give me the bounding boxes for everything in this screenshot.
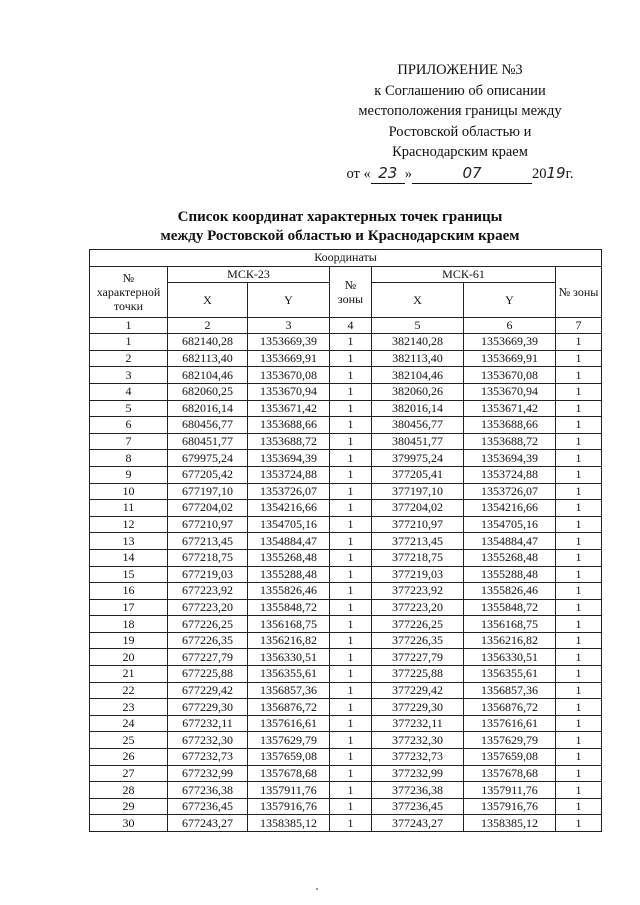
msk61-y-cell: 1357659,08 bbox=[464, 749, 556, 766]
msk61-x-cell: 377232,73 bbox=[372, 749, 464, 766]
msk23-y-cell: 1357629,79 bbox=[248, 732, 330, 749]
msk61-zone-cell: 1 bbox=[556, 798, 602, 815]
msk61-x-cell: 377232,11 bbox=[372, 715, 464, 732]
point-number-cell: 14 bbox=[90, 549, 168, 566]
msk23-zone-cell: 1 bbox=[330, 566, 372, 583]
point-number-cell: 24 bbox=[90, 715, 168, 732]
header-zone-no: № зоны bbox=[330, 266, 372, 318]
table-row bbox=[90, 599, 602, 616]
msk61-y-cell: 1356330,51 bbox=[464, 649, 556, 666]
point-number-cell: 20 bbox=[90, 649, 168, 666]
table-row bbox=[90, 583, 602, 600]
msk23-zone-cell: 1 bbox=[330, 599, 372, 616]
msk23-x-cell: 677232,30 bbox=[168, 732, 248, 749]
msk23-y-cell: 1353688,72 bbox=[248, 433, 330, 450]
table-row bbox=[90, 666, 602, 683]
msk61-x-cell: 377227,79 bbox=[372, 649, 464, 666]
msk23-y-cell: 1353669,91 bbox=[248, 350, 330, 367]
msk23-zone-cell: 1 bbox=[330, 749, 372, 766]
point-number-cell: 27 bbox=[90, 765, 168, 782]
table-header-row-1 bbox=[90, 250, 602, 267]
msk23-y-cell: 1353688,66 bbox=[248, 417, 330, 434]
msk61-y-cell: 1357629,79 bbox=[464, 732, 556, 749]
msk61-x-cell: 377219,03 bbox=[372, 566, 464, 583]
point-number-cell: 4 bbox=[90, 383, 168, 400]
title-line-1: Список координат характерных точек границы bbox=[177, 209, 503, 225]
msk23-x-cell: 677227,79 bbox=[168, 649, 248, 666]
date-mid: » bbox=[404, 165, 412, 182]
col-number: 5 bbox=[372, 318, 464, 334]
date-day: 23 bbox=[371, 163, 405, 185]
msk23-y-cell: 1356168,75 bbox=[248, 616, 330, 633]
msk23-x-cell: 679975,24 bbox=[168, 450, 248, 467]
table-row bbox=[90, 400, 602, 417]
msk23-zone-cell: 1 bbox=[330, 417, 372, 434]
msk23-zone-cell: 1 bbox=[330, 383, 372, 400]
msk23-x-cell: 677236,45 bbox=[168, 798, 248, 815]
msk61-y-cell: 1358385,12 bbox=[464, 815, 556, 832]
msk23-zone-cell: 1 bbox=[330, 782, 372, 799]
point-number-cell: 2 bbox=[90, 350, 168, 367]
date-year-prefix: 20 bbox=[532, 165, 547, 182]
table-row bbox=[90, 549, 602, 566]
point-number-cell: 7 bbox=[90, 433, 168, 450]
msk23-x-cell: 677210,97 bbox=[168, 516, 248, 533]
table-row bbox=[90, 765, 602, 782]
msk23-y-cell: 1356330,51 bbox=[248, 649, 330, 666]
table-row bbox=[90, 350, 602, 367]
point-number-cell: 16 bbox=[90, 583, 168, 600]
point-number-cell: 17 bbox=[90, 599, 168, 616]
msk23-zone-cell: 1 bbox=[330, 649, 372, 666]
msk61-x-cell: 380451,77 bbox=[372, 433, 464, 450]
table-row bbox=[90, 749, 602, 766]
msk23-x-cell: 677213,45 bbox=[168, 533, 248, 550]
msk23-x-cell: 682113,40 bbox=[168, 350, 248, 367]
msk23-zone-cell: 1 bbox=[330, 632, 372, 649]
msk23-x-cell: 677229,42 bbox=[168, 682, 248, 699]
msk61-zone-cell: 1 bbox=[556, 583, 602, 600]
header-coordinates: Координаты bbox=[90, 250, 602, 267]
msk61-y-cell: 1355848,72 bbox=[464, 599, 556, 616]
msk61-zone-cell: 1 bbox=[556, 383, 602, 400]
scan-speck bbox=[316, 888, 318, 890]
msk23-y-cell: 1353724,88 bbox=[248, 466, 330, 483]
msk61-zone-cell: 1 bbox=[556, 682, 602, 699]
msk23-zone-cell: 1 bbox=[330, 500, 372, 517]
msk23-x-cell: 677226,35 bbox=[168, 632, 248, 649]
coordinates-table bbox=[89, 249, 602, 832]
msk61-x-cell: 377197,10 bbox=[372, 483, 464, 500]
table-row bbox=[90, 632, 602, 649]
table-row bbox=[90, 417, 602, 434]
msk61-zone-cell: 1 bbox=[556, 815, 602, 832]
msk23-zone-cell: 1 bbox=[330, 400, 372, 417]
msk23-y-cell: 1357659,08 bbox=[248, 749, 330, 766]
msk23-y-cell: 1356857,36 bbox=[248, 682, 330, 699]
appendix-title: ПРИЛОЖЕНИЕ №3 bbox=[397, 62, 523, 78]
msk61-y-cell: 1354884,47 bbox=[464, 533, 556, 550]
point-number-cell: 23 bbox=[90, 699, 168, 716]
msk23-x-cell: 677197,10 bbox=[168, 483, 248, 500]
msk61-x-cell: 377236,45 bbox=[372, 798, 464, 815]
table-row bbox=[90, 334, 602, 351]
col-number: 7 bbox=[556, 318, 602, 334]
msk23-x-cell: 682060,25 bbox=[168, 383, 248, 400]
table-row bbox=[90, 649, 602, 666]
table-row bbox=[90, 566, 602, 583]
table-row bbox=[90, 383, 602, 400]
msk23-x-cell: 682104,46 bbox=[168, 367, 248, 384]
msk23-zone-cell: 1 bbox=[330, 549, 372, 566]
msk61-y-cell: 1353688,66 bbox=[464, 417, 556, 434]
point-number-cell: 22 bbox=[90, 682, 168, 699]
msk61-x-cell: 377232,30 bbox=[372, 732, 464, 749]
msk23-y-cell: 1354705,16 bbox=[248, 516, 330, 533]
table-row bbox=[90, 798, 602, 815]
table-column-numbers bbox=[90, 318, 602, 334]
msk23-zone-cell: 1 bbox=[330, 483, 372, 500]
msk61-x-cell: 377205,41 bbox=[372, 466, 464, 483]
msk61-zone-cell: 1 bbox=[556, 483, 602, 500]
msk61-x-cell: 377232,99 bbox=[372, 765, 464, 782]
appendix-subtitle-3: Ростовской областью и bbox=[388, 123, 532, 140]
table-row bbox=[90, 533, 602, 550]
point-number-cell: 9 bbox=[90, 466, 168, 483]
msk61-zone-cell: 1 bbox=[556, 466, 602, 483]
msk61-x-cell: 377243,27 bbox=[372, 815, 464, 832]
msk61-y-cell: 1356876,72 bbox=[464, 699, 556, 716]
col-number: 2 bbox=[168, 318, 248, 334]
appendix-subtitle-4: Краснодарским краем bbox=[392, 144, 528, 160]
msk61-zone-cell: 1 bbox=[556, 782, 602, 799]
point-number-cell: 3 bbox=[90, 367, 168, 384]
msk61-y-cell: 1355288,48 bbox=[464, 566, 556, 583]
msk61-y-cell: 1353670,94 bbox=[464, 383, 556, 400]
msk61-zone-cell: 1 bbox=[556, 500, 602, 517]
msk61-y-cell: 1353669,91 bbox=[464, 350, 556, 367]
msk23-zone-cell: 1 bbox=[330, 765, 372, 782]
header-msk23-x: X bbox=[168, 283, 248, 318]
table-row bbox=[90, 782, 602, 799]
msk23-zone-cell: 1 bbox=[330, 450, 372, 467]
table-row bbox=[90, 732, 602, 749]
date-end: г. bbox=[565, 165, 574, 182]
col-number: 6 bbox=[464, 318, 556, 334]
point-number-cell: 18 bbox=[90, 616, 168, 633]
date-prefix: от « bbox=[346, 165, 371, 182]
col-number: 4 bbox=[330, 318, 372, 334]
msk61-x-cell: 382016,14 bbox=[372, 400, 464, 417]
appendix-header bbox=[330, 60, 590, 184]
msk23-zone-cell: 1 bbox=[330, 798, 372, 815]
msk23-x-cell: 677229,30 bbox=[168, 699, 248, 716]
msk61-x-cell: 377226,25 bbox=[372, 616, 464, 633]
appendix-date bbox=[330, 163, 590, 185]
date-year-suffix: 19 bbox=[546, 163, 566, 182]
msk23-y-cell: 1353694,39 bbox=[248, 450, 330, 467]
table-row bbox=[90, 500, 602, 517]
msk23-y-cell: 1353670,94 bbox=[248, 383, 330, 400]
table-body bbox=[90, 334, 602, 832]
msk23-x-cell: 677232,73 bbox=[168, 749, 248, 766]
document-title bbox=[90, 208, 590, 246]
msk23-zone-cell: 1 bbox=[330, 367, 372, 384]
msk61-zone-cell: 1 bbox=[556, 516, 602, 533]
header-zone-no-2: № зоны bbox=[556, 266, 602, 318]
msk23-x-cell: 682016,14 bbox=[168, 400, 248, 417]
col-number: 3 bbox=[248, 318, 330, 334]
msk23-zone-cell: 1 bbox=[330, 583, 372, 600]
point-number-cell: 15 bbox=[90, 566, 168, 583]
msk23-zone-cell: 1 bbox=[330, 682, 372, 699]
msk23-x-cell: 677232,11 bbox=[168, 715, 248, 732]
msk23-x-cell: 677225,88 bbox=[168, 666, 248, 683]
table-row bbox=[90, 450, 602, 467]
msk61-x-cell: 377213,45 bbox=[372, 533, 464, 550]
title-line-2: между Ростовской областью и Краснодарским краем bbox=[160, 228, 520, 244]
msk61-zone-cell: 1 bbox=[556, 699, 602, 716]
msk61-x-cell: 380456,77 bbox=[372, 417, 464, 434]
msk61-x-cell: 377229,42 bbox=[372, 682, 464, 699]
msk23-y-cell: 1353671,42 bbox=[248, 400, 330, 417]
msk61-x-cell: 377223,20 bbox=[372, 599, 464, 616]
table-row bbox=[90, 367, 602, 384]
header-msk23-y: Y bbox=[248, 283, 330, 318]
msk61-x-cell: 382140,28 bbox=[372, 334, 464, 351]
msk61-zone-cell: 1 bbox=[556, 649, 602, 666]
table-row bbox=[90, 682, 602, 699]
point-number-cell: 5 bbox=[90, 400, 168, 417]
msk23-y-cell: 1353669,39 bbox=[248, 334, 330, 351]
msk61-zone-cell: 1 bbox=[556, 417, 602, 434]
msk61-y-cell: 1357916,76 bbox=[464, 798, 556, 815]
msk23-y-cell: 1354216,66 bbox=[248, 500, 330, 517]
msk61-x-cell: 379975,24 bbox=[372, 450, 464, 467]
msk61-zone-cell: 1 bbox=[556, 749, 602, 766]
table-row bbox=[90, 815, 602, 832]
point-number-cell: 13 bbox=[90, 533, 168, 550]
msk61-y-cell: 1354705,16 bbox=[464, 516, 556, 533]
msk61-x-cell: 377225,88 bbox=[372, 666, 464, 683]
header-msk61: МСК-61 bbox=[372, 266, 556, 283]
msk23-y-cell: 1355268,48 bbox=[248, 549, 330, 566]
table-row bbox=[90, 483, 602, 500]
msk23-y-cell: 1353670,08 bbox=[248, 367, 330, 384]
msk23-x-cell: 677219,03 bbox=[168, 566, 248, 583]
point-number-cell: 8 bbox=[90, 450, 168, 467]
msk23-y-cell: 1356876,72 bbox=[248, 699, 330, 716]
msk61-zone-cell: 1 bbox=[556, 400, 602, 417]
table-row bbox=[90, 715, 602, 732]
msk61-y-cell: 1353670,08 bbox=[464, 367, 556, 384]
msk61-x-cell: 377229,30 bbox=[372, 699, 464, 716]
header-point-no: № характерной точки bbox=[90, 266, 168, 318]
msk61-zone-cell: 1 bbox=[556, 732, 602, 749]
msk23-y-cell: 1354884,47 bbox=[248, 533, 330, 550]
table-row bbox=[90, 699, 602, 716]
msk61-zone-cell: 1 bbox=[556, 549, 602, 566]
msk61-zone-cell: 1 bbox=[556, 533, 602, 550]
msk23-zone-cell: 1 bbox=[330, 533, 372, 550]
msk61-x-cell: 377223,92 bbox=[372, 583, 464, 600]
msk61-x-cell: 377210,97 bbox=[372, 516, 464, 533]
msk61-x-cell: 377204,02 bbox=[372, 500, 464, 517]
msk61-zone-cell: 1 bbox=[556, 632, 602, 649]
table-row bbox=[90, 516, 602, 533]
msk23-zone-cell: 1 bbox=[330, 715, 372, 732]
msk61-y-cell: 1353694,39 bbox=[464, 450, 556, 467]
msk23-zone-cell: 1 bbox=[330, 699, 372, 716]
msk61-y-cell: 1353726,07 bbox=[464, 483, 556, 500]
msk61-zone-cell: 1 bbox=[556, 765, 602, 782]
msk61-zone-cell: 1 bbox=[556, 450, 602, 467]
msk23-y-cell: 1355288,48 bbox=[248, 566, 330, 583]
msk61-y-cell: 1356216,82 bbox=[464, 632, 556, 649]
msk23-x-cell: 677236,38 bbox=[168, 782, 248, 799]
msk23-zone-cell: 1 bbox=[330, 433, 372, 450]
msk23-y-cell: 1356216,82 bbox=[248, 632, 330, 649]
msk23-zone-cell: 1 bbox=[330, 732, 372, 749]
msk61-x-cell: 377218,75 bbox=[372, 549, 464, 566]
point-number-cell: 30 bbox=[90, 815, 168, 832]
msk61-y-cell: 1353671,42 bbox=[464, 400, 556, 417]
msk61-zone-cell: 1 bbox=[556, 433, 602, 450]
table-row bbox=[90, 433, 602, 450]
msk61-y-cell: 1354216,66 bbox=[464, 500, 556, 517]
msk61-zone-cell: 1 bbox=[556, 666, 602, 683]
msk61-zone-cell: 1 bbox=[556, 715, 602, 732]
msk61-y-cell: 1355268,48 bbox=[464, 549, 556, 566]
msk23-y-cell: 1355848,72 bbox=[248, 599, 330, 616]
msk23-zone-cell: 1 bbox=[330, 616, 372, 633]
point-number-cell: 26 bbox=[90, 749, 168, 766]
msk61-zone-cell: 1 bbox=[556, 367, 602, 384]
msk23-zone-cell: 1 bbox=[330, 815, 372, 832]
msk61-x-cell: 382113,40 bbox=[372, 350, 464, 367]
msk23-x-cell: 680456,77 bbox=[168, 417, 248, 434]
point-number-cell: 10 bbox=[90, 483, 168, 500]
msk23-y-cell: 1355826,46 bbox=[248, 583, 330, 600]
header-msk23: МСК-23 bbox=[168, 266, 330, 283]
msk23-zone-cell: 1 bbox=[330, 516, 372, 533]
msk23-y-cell: 1357916,76 bbox=[248, 798, 330, 815]
point-number-cell: 19 bbox=[90, 632, 168, 649]
msk61-zone-cell: 1 bbox=[556, 616, 602, 633]
msk61-zone-cell: 1 bbox=[556, 350, 602, 367]
msk23-x-cell: 677223,92 bbox=[168, 583, 248, 600]
msk61-y-cell: 1357678,68 bbox=[464, 765, 556, 782]
msk23-x-cell: 677205,42 bbox=[168, 466, 248, 483]
point-number-cell: 21 bbox=[90, 666, 168, 683]
table-header-row-2 bbox=[90, 266, 602, 283]
msk23-x-cell: 677218,75 bbox=[168, 549, 248, 566]
date-month: 07 bbox=[412, 163, 532, 185]
msk23-x-cell: 682140,28 bbox=[168, 334, 248, 351]
msk61-y-cell: 1356168,75 bbox=[464, 616, 556, 633]
msk23-x-cell: 680451,77 bbox=[168, 433, 248, 450]
msk61-x-cell: 377236,38 bbox=[372, 782, 464, 799]
msk61-x-cell: 382060,26 bbox=[372, 383, 464, 400]
msk61-y-cell: 1357616,61 bbox=[464, 715, 556, 732]
msk61-y-cell: 1355826,46 bbox=[464, 583, 556, 600]
point-number-cell: 6 bbox=[90, 417, 168, 434]
msk23-y-cell: 1357911,76 bbox=[248, 782, 330, 799]
msk23-y-cell: 1353726,07 bbox=[248, 483, 330, 500]
msk61-y-cell: 1357911,76 bbox=[464, 782, 556, 799]
msk61-y-cell: 1356355,61 bbox=[464, 666, 556, 683]
msk23-zone-cell: 1 bbox=[330, 350, 372, 367]
msk61-y-cell: 1356857,36 bbox=[464, 682, 556, 699]
point-number-cell: 28 bbox=[90, 782, 168, 799]
msk61-y-cell: 1353688,72 bbox=[464, 433, 556, 450]
msk61-zone-cell: 1 bbox=[556, 566, 602, 583]
msk61-x-cell: 382104,46 bbox=[372, 367, 464, 384]
msk23-x-cell: 677243,27 bbox=[168, 815, 248, 832]
msk23-y-cell: 1356355,61 bbox=[248, 666, 330, 683]
table-row bbox=[90, 616, 602, 633]
msk23-y-cell: 1358385,12 bbox=[248, 815, 330, 832]
appendix-subtitle-2: местоположения границы между bbox=[358, 103, 562, 119]
point-number-cell: 12 bbox=[90, 516, 168, 533]
point-number-cell: 11 bbox=[90, 500, 168, 517]
msk23-zone-cell: 1 bbox=[330, 334, 372, 351]
col-number: 1 bbox=[90, 318, 168, 334]
msk61-zone-cell: 1 bbox=[556, 334, 602, 351]
msk23-x-cell: 677223,20 bbox=[168, 599, 248, 616]
msk23-y-cell: 1357616,61 bbox=[248, 715, 330, 732]
msk61-x-cell: 377226,35 bbox=[372, 632, 464, 649]
msk23-zone-cell: 1 bbox=[330, 466, 372, 483]
msk61-y-cell: 1353724,88 bbox=[464, 466, 556, 483]
msk23-x-cell: 677232,99 bbox=[168, 765, 248, 782]
point-number-cell: 25 bbox=[90, 732, 168, 749]
header-msk61-x: X bbox=[372, 283, 464, 318]
msk23-zone-cell: 1 bbox=[330, 666, 372, 683]
msk61-zone-cell: 1 bbox=[556, 599, 602, 616]
table-row bbox=[90, 466, 602, 483]
point-number-cell: 29 bbox=[90, 798, 168, 815]
msk23-y-cell: 1357678,68 bbox=[248, 765, 330, 782]
point-number-cell: 1 bbox=[90, 334, 168, 351]
msk23-x-cell: 677204,02 bbox=[168, 500, 248, 517]
msk23-x-cell: 677226,25 bbox=[168, 616, 248, 633]
msk61-y-cell: 1353669,39 bbox=[464, 334, 556, 351]
header-msk61-y: Y bbox=[464, 283, 556, 318]
appendix-subtitle-1: к Соглашению об описании bbox=[374, 82, 546, 99]
